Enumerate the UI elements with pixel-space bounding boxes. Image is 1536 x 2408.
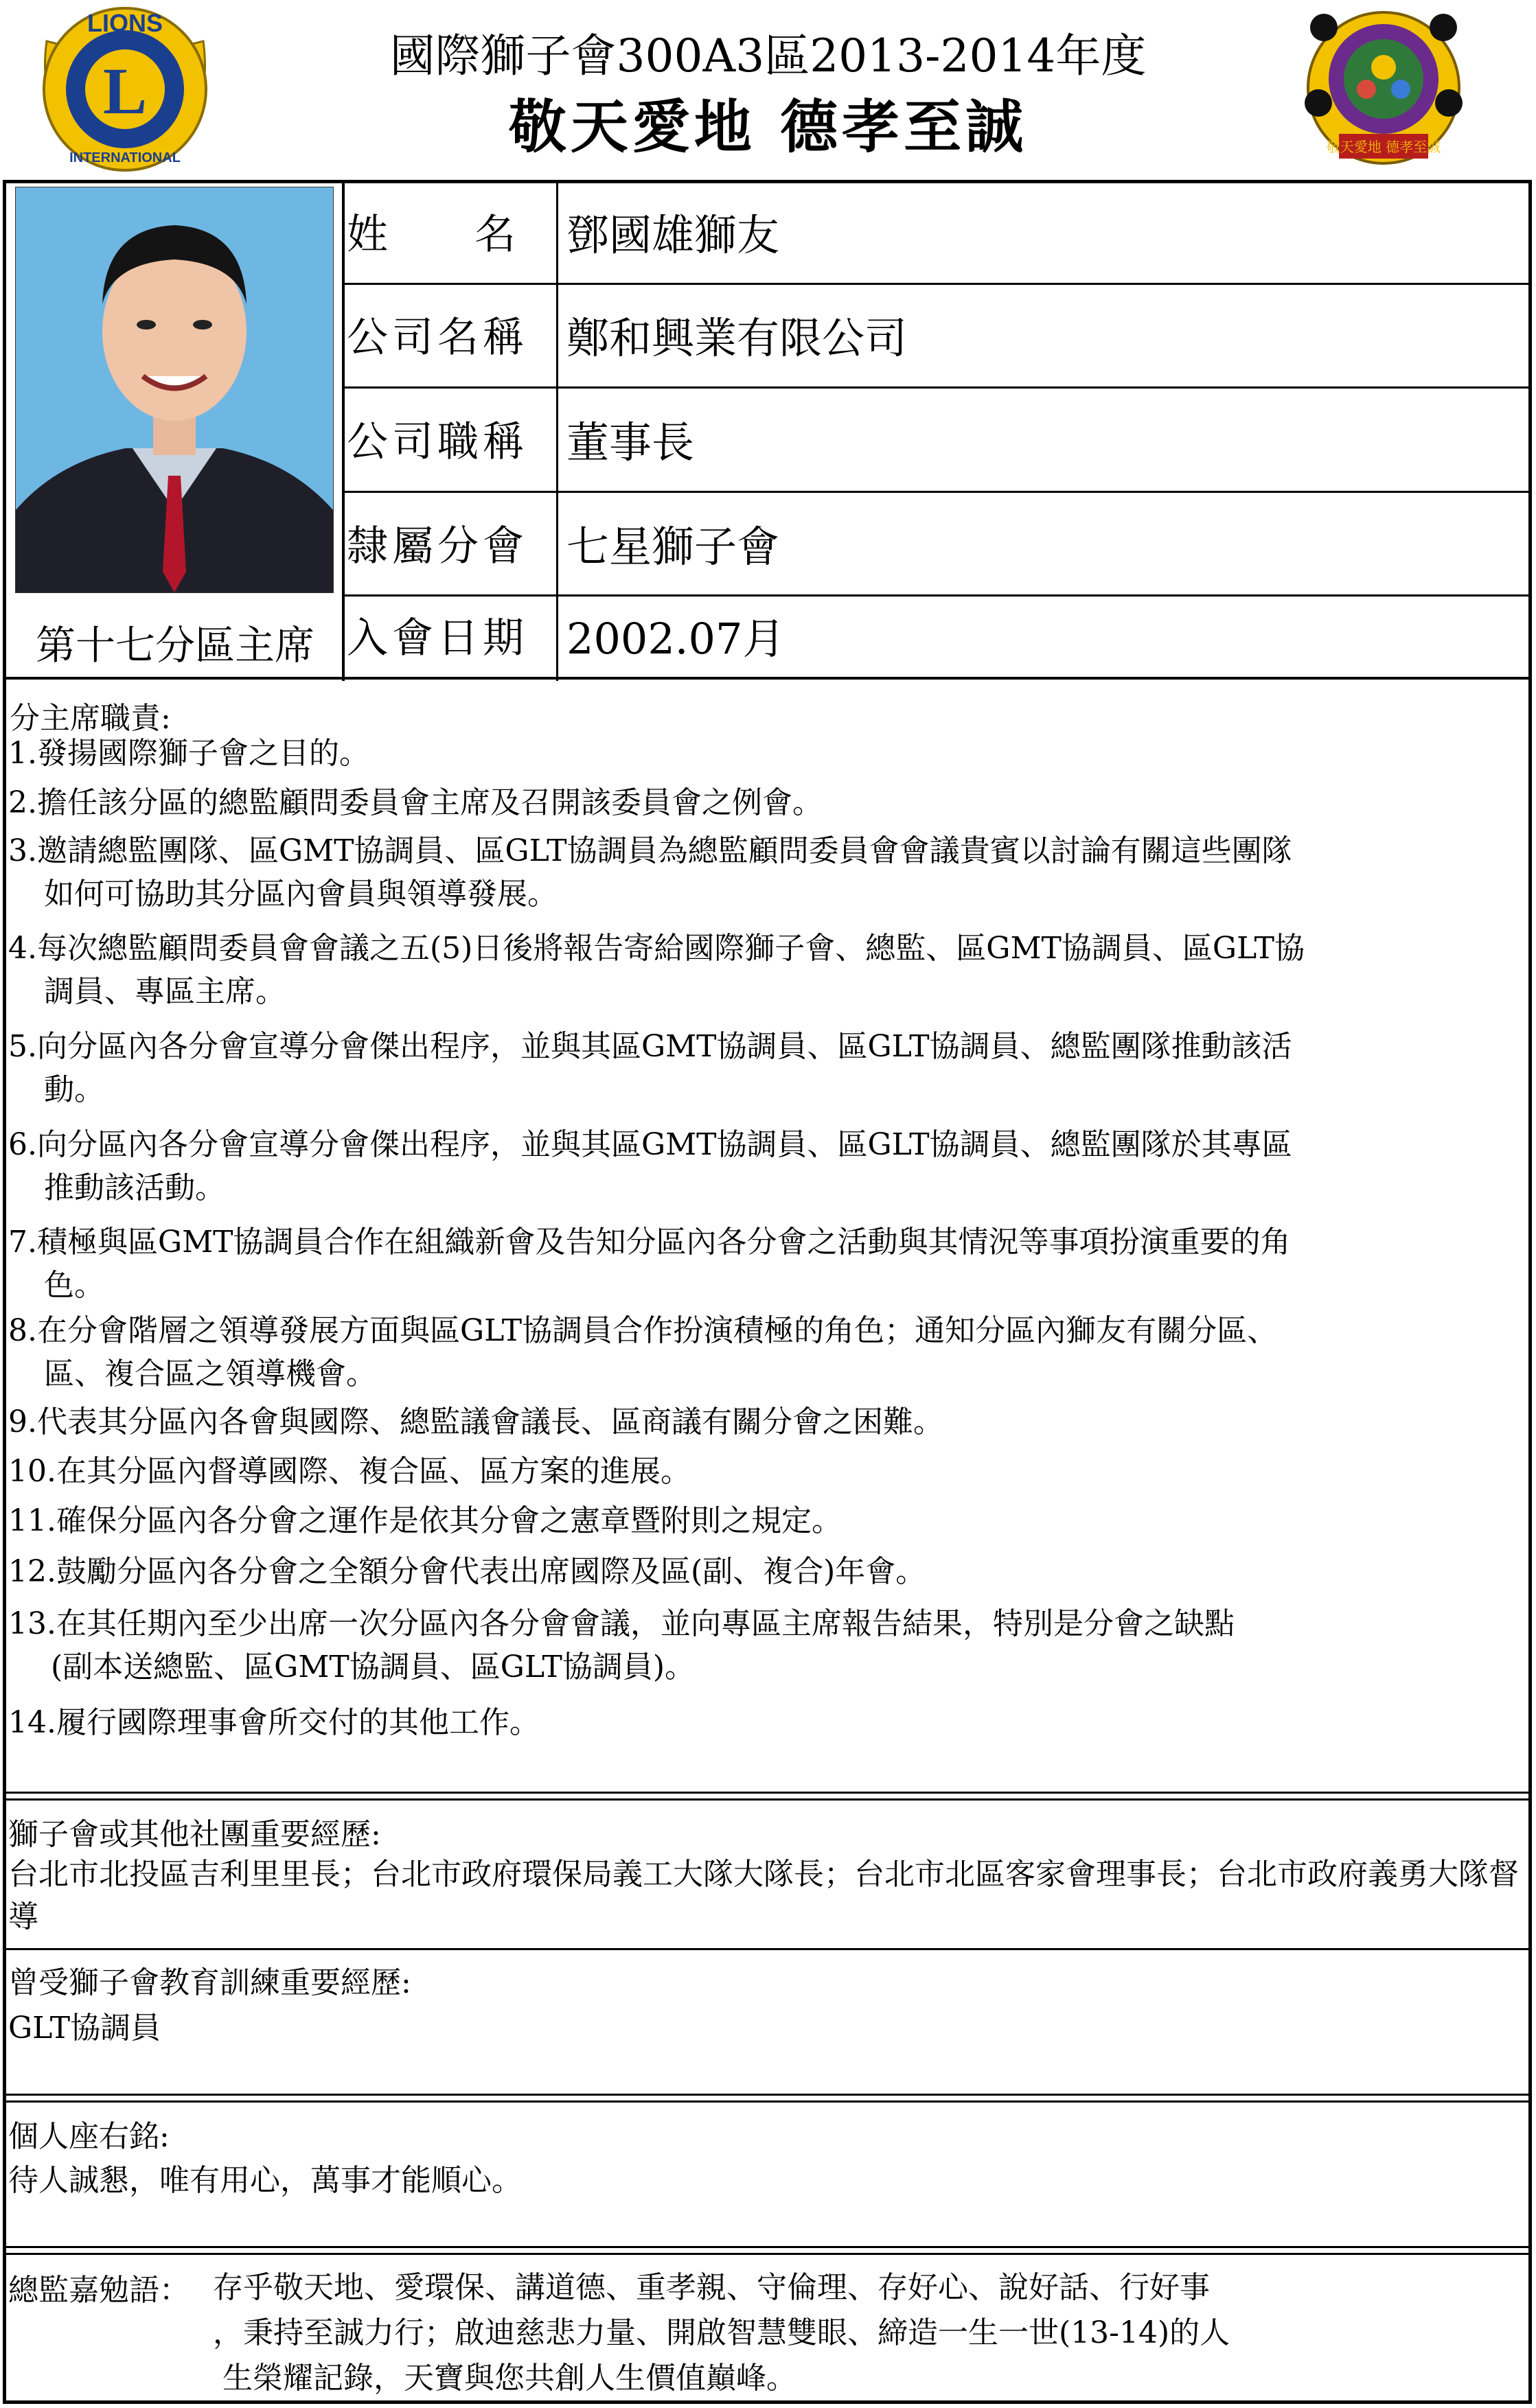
member-photo (15, 187, 334, 593)
section-divider (3, 1948, 1532, 1950)
section-divider (3, 1792, 1532, 1794)
list-item: 4.每次總監顧問委員會會議之五(5)日後將報告寄給國際獅子會、總監、區GMT協調員、區GLT協 調員、專區主席。 (8, 931, 1305, 1009)
district-emblem-logo (1305, 0, 1463, 178)
list-item: 13.在其任期內至少出席一次分區內各分會會議，並向專區主席報告結果，特別是分會之缺點 (副本送總監、區GMT協調員、區GLT協調員)。 (8, 1606, 1235, 1685)
logo-letter: L (102, 54, 148, 128)
name-value: 鄧國雄獅友 (566, 210, 780, 260)
governor-line: 存乎敬天地、愛環保、講道德、重孝親、守倫理、存好心、說好話、行好事 (213, 2270, 1210, 2305)
club-label: 隸屬分會 (347, 522, 528, 570)
row-divider (343, 386, 1532, 389)
list-item: 1.發揚國際獅子會之目的。 (8, 736, 369, 771)
governor-text (213, 2265, 1449, 2401)
row-divider (343, 491, 1532, 493)
list-item: 8.在分會階層之領導發展方面與區GLT協調員合作扮演積極的角色；通知分區內獅友有關分區、 區、複合區之領導機會。 (8, 1313, 1278, 1391)
header-title-line1: 國際獅子會300A3區2013-2014年度 (389, 30, 1147, 82)
experience-text: 台北市北投區吉利里里長；台北市政府環保局義工大隊大隊長；台北市北區客家會理事長；台北市政府義勇大隊督導 (8, 1857, 1519, 1934)
training-title: 曾受獅子會教育訓練重要經歷: (8, 1965, 411, 2000)
emblem-text: 敬天愛地 德孝至誠 (1326, 139, 1441, 155)
motto-text: 待人誠懇，唯有用心，萬事才能順心。 (8, 2163, 522, 2198)
member-rank: 第十七分區主席 (35, 622, 314, 669)
header (0, 0, 1536, 180)
section-divider (3, 677, 1532, 680)
name-label: 姓 名 (347, 211, 517, 259)
join-date-label: 入會日期 (347, 614, 528, 662)
logo-bottom-text: INTERNATIONAL (69, 150, 181, 165)
list-item: 3.邀請總監團隊、區GMT協調員、區GLT協調員為總監顧問委員會會議貴賓以討論有關這些團隊 如何可協助其分區內會員與領導發展。 (8, 833, 1292, 912)
list-item: 11.確保分區內各分會之運作是依其分會之憲章暨附則之規定。 (8, 1503, 842, 1538)
section-divider (3, 2100, 1532, 2103)
header-title-line2: 敬天愛地 德孝至誠 (508, 93, 1028, 161)
training-text: GLT協調員 (8, 2011, 161, 2046)
governor-line: 生榮耀記錄，天寶與您共創人生價值巔峰。 (222, 2361, 796, 2396)
join-date-value: 2002.07月 (566, 614, 786, 664)
list-item: 12.鼓勵分區內各分會之全額分會代表出席國際及區(副、複合)年會。 (8, 1554, 926, 1589)
club-value: 七星獅子會 (566, 522, 780, 572)
section-divider (3, 1798, 1532, 1801)
title-value: 董事長 (566, 417, 695, 467)
table-divider (556, 180, 558, 681)
section-divider (3, 2253, 1532, 2255)
title-label: 公司職稱 (347, 418, 528, 466)
list-item: 9.代表其分區內各會與國際、總監議會議長、區商議有關分會之困難。 (8, 1404, 943, 1439)
list-item: 6.向分區內各分會宣導分會傑出程序，並與其區GMT協調員、區GLT協調員、總監團隊於其專區 推動該活動。 (8, 1127, 1292, 1205)
section-divider (3, 2094, 1532, 2096)
list-item: 7.積極與區GMT協調員合作在組織新會及告知分區內各分會之活動與其情況等事項扮演重要的角 色。 (8, 1225, 1291, 1303)
list-item: 5.向分區內各分會宣導分會傑出程序，並與其區GMT協調員、區GLT協調員、總監團隊推動該活 動。 (8, 1029, 1292, 1107)
list-item: 10.在其分區內督導國際、複合區、區方案的進展。 (8, 1454, 691, 1489)
motto-title: 個人座右銘: (8, 2119, 170, 2154)
company-value: 鄭和興業有限公司 (566, 313, 908, 363)
company-label: 公司名稱 (347, 314, 528, 362)
governor-line: ，秉持至誠力行；啟迪慈悲力量、開啟智慧雙眼、締造一生一世(13-14)的人 (213, 2315, 1230, 2350)
governor-label: 總監嘉勉語： (8, 2273, 190, 2308)
row-divider (343, 283, 1532, 285)
experience-title: 獅子會或其他社團重要經歷: (8, 1817, 381, 1852)
logo-top-text: LIONS (87, 9, 163, 37)
duties-title: 分主席職責: (10, 701, 171, 736)
table-divider (342, 180, 345, 681)
list-item: 2.擔任該分區的總監顧問委員會主席及召開該委員會之例會。 (8, 785, 823, 820)
list-item: 14.履行國際理事會所交付的其他工作。 (8, 1705, 540, 1740)
section-divider (3, 2246, 1532, 2248)
row-divider (343, 594, 1532, 597)
